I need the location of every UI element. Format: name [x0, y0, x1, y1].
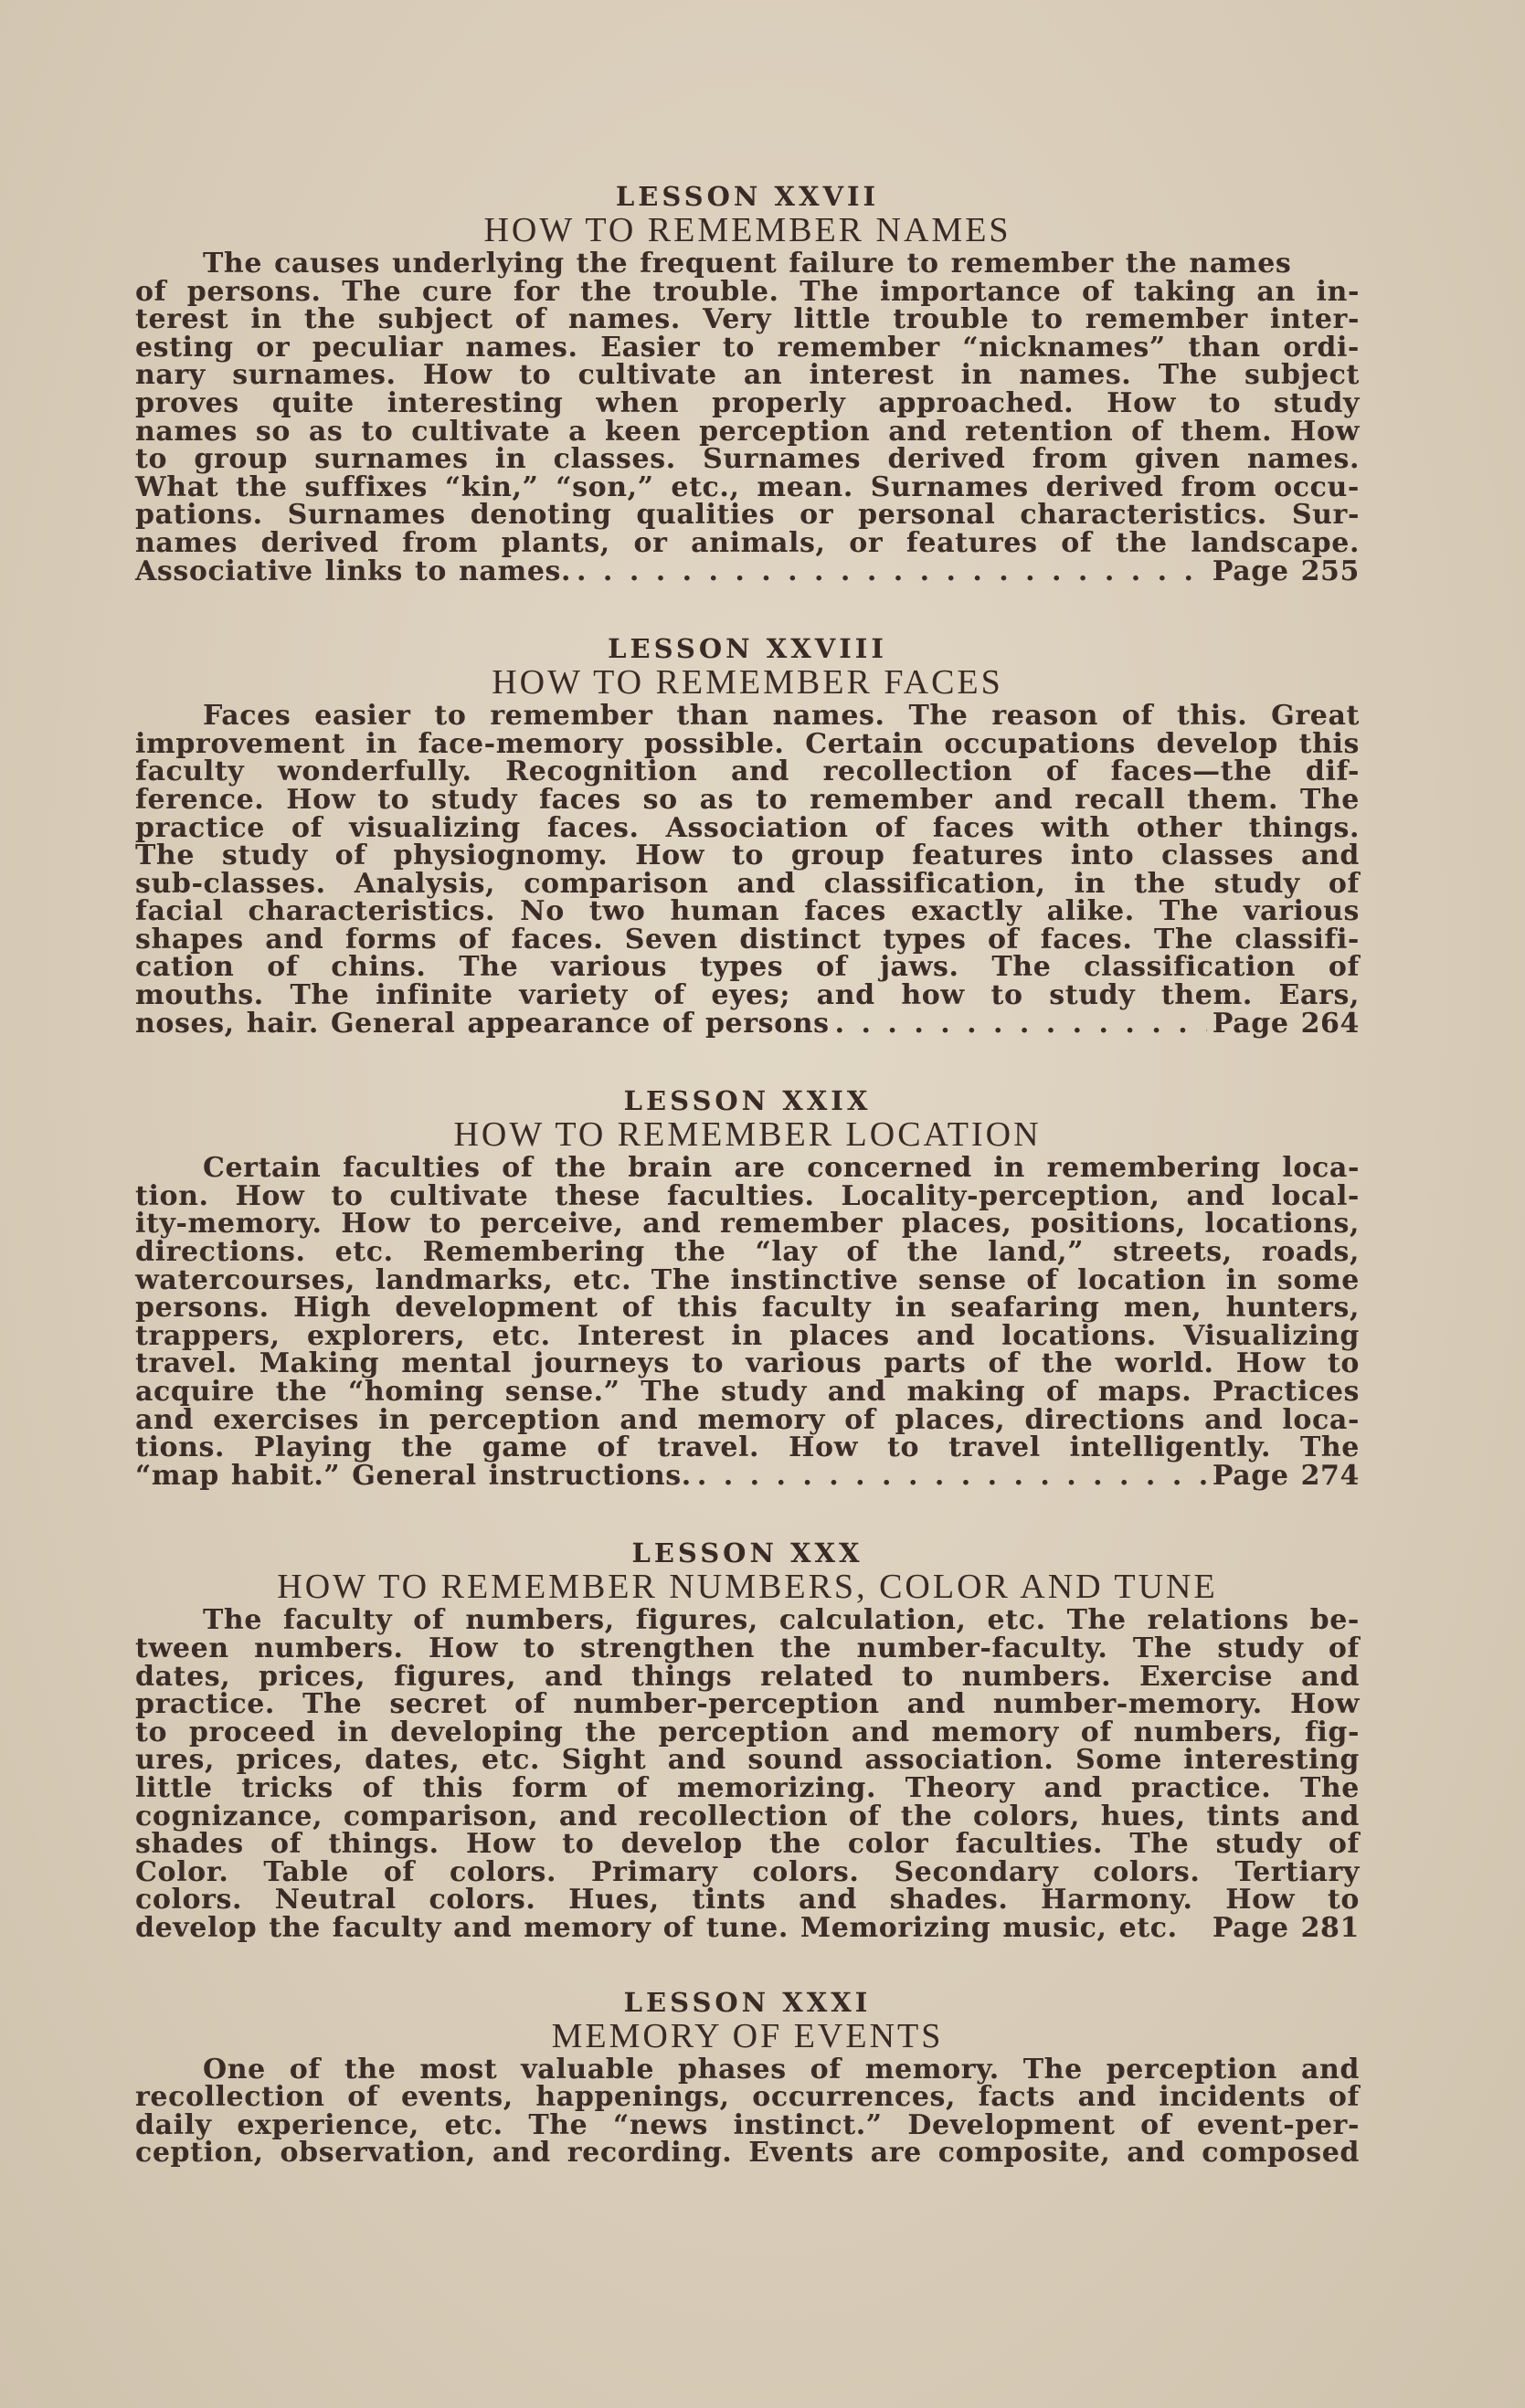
table-of-contents-page: [135, 181, 1360, 2168]
page-number: Page 264: [1212, 1007, 1360, 1040]
page-reference-line: [135, 1911, 1360, 1944]
summary-line: mouths. The infinite variety of eyes; and how to study them. Ears,: [135, 979, 1360, 1012]
summary-line: noses, hair. General appearance of persons: [135, 1007, 830, 1040]
lesson-summary: [135, 1152, 1360, 1492]
page-number: Page 281: [1212, 1911, 1360, 1944]
summary-line: tion. How to cultivate these faculties. Locality-perception, and local-: [135, 1179, 1360, 1212]
lesson-number: LESSON XXVII: [615, 181, 880, 212]
summary-line: practice of visualizing faces. Association of faces with other things.: [135, 811, 1360, 844]
summary-line: ference. How to study faces so as to remember and recall them. The: [135, 783, 1360, 816]
lesson-section: [135, 1537, 1360, 1942]
lesson-summary: [135, 2053, 1360, 2170]
summary-line: directions. etc. Remembering the “lay of the land,” streets, roads,: [135, 1236, 1360, 1269]
summary-line: ures, prices, dates, etc. Sight and sound association. Some interesting: [135, 1744, 1360, 1777]
lesson-title: HOW TO REMEMBER FACES: [492, 663, 1003, 702]
summary-line: tween numbers. How to strengthen the number-faculty. The study of: [135, 1632, 1360, 1664]
page-number: Page 255: [1212, 554, 1360, 587]
lesson-section: [135, 633, 1360, 1038]
summary-line: faculty wonderfully. Recognition and recollection of faces—the dif-: [135, 755, 1360, 788]
summary-line: watercourses, landmarks, etc. The instinctive sense of location in some: [135, 1263, 1360, 1296]
lesson-summary: [135, 250, 1360, 586]
summary-line: facial characteristics. No two human faces exactly alike. The various: [135, 895, 1360, 928]
summary-line: of persons. The cure for the trouble. The importance of taking an in-: [135, 275, 1360, 308]
summary-line: pations. Surnames denoting qualities or personal characteristics. Sur-: [135, 499, 1360, 532]
page-number: Page 274: [1212, 1459, 1360, 1492]
lesson-number: LESSON XXIX: [623, 1085, 872, 1117]
summary-line: colors. Neutral colors. Hues, tints and shades. Harmony. How to: [135, 1884, 1360, 1917]
summary-line: terest in the subject of names. Very little trouble to remember inter-: [135, 303, 1360, 336]
summary-line: dates, prices, figures, and things related to numbers. Exercise and: [135, 1660, 1360, 1693]
summary-line: The faculty of numbers, figures, calculation, etc. The relations be-: [203, 1604, 1360, 1637]
lesson-section: [135, 1987, 1360, 2168]
summary-line: One of the most valuable phases of memory. The perception and: [203, 2053, 1360, 2086]
page-reference-line: [135, 554, 1360, 587]
summary-line: The causes underlying the frequent failure to remember the names: [203, 248, 1292, 280]
summary-line: The study of physiognomy. How to group features into classes and: [135, 840, 1360, 872]
lesson-title: MEMORY OF EVENTS: [551, 2016, 944, 2055]
summary-line: trappers, explorers, etc. Interest in places and locations. Visualizing: [135, 1319, 1360, 1352]
summary-line: Associative links to names.: [135, 554, 572, 587]
summary-line: “map habit.” General instructions.: [135, 1459, 692, 1492]
dot-leader: [835, 1010, 1207, 1039]
summary-line: tions. Playing the game of travel. How to travel intelligently. The: [135, 1431, 1360, 1464]
summary-line: proves quite interesting when properly approached. How to study: [135, 386, 1360, 419]
summary-line: Color. Table of colors. Primary colors. Secondary colors. Tertiary: [135, 1855, 1360, 1888]
summary-line: shapes and forms of faces. Seven distinct types of faces. The classifi-: [135, 923, 1360, 956]
summary-line: Certain faculties of the brain are concerned in remembering loca-: [203, 1152, 1360, 1185]
lesson-number: LESSON XXXI: [623, 1986, 872, 2018]
lesson-section: [135, 181, 1360, 586]
summary-line: improvement in face-memory possible. Certain occupations develop this: [135, 727, 1360, 760]
summary-line: and exercises in perception and memory of places, directions and loca-: [135, 1403, 1360, 1436]
summary-line: to group surnames in classes. Surnames derived from given names.: [135, 443, 1360, 476]
summary-line: to proceed in developing the perception and memory of numbers, fig-: [135, 1716, 1360, 1748]
summary-line: cation of chins. The various types of jaws. The classification of: [135, 951, 1360, 984]
summary-line: recollection of events, happenings, occurrences, facts and incidents of: [135, 2081, 1360, 2114]
summary-line: esting or peculiar names. Easier to remember “nicknames” than ordi-: [135, 331, 1360, 364]
summary-line: ity-memory. How to perceive, and remember places, positions, locations,: [135, 1208, 1360, 1241]
summary-line: nary surnames. How to cultivate an interest in names. The subject: [135, 359, 1360, 392]
summary-line: names so as to cultivate a keen perception and retention of them. How: [135, 415, 1360, 448]
summary-line: travel. Making mental journeys to various parts of the world. How to: [135, 1347, 1360, 1380]
summary-line: Faces easier to remember than names. The reason of this. Great: [203, 700, 1360, 733]
summary-line: cognizance, comparison, and recollection of the colors, hues, tints and: [135, 1800, 1360, 1832]
lesson-section: [135, 1085, 1360, 1490]
page-reference-line: [135, 1007, 1360, 1040]
lesson-title: HOW TO REMEMBER NAMES: [483, 211, 1011, 249]
summary-line: persons. High development of this faculty in seafaring men, hunters,: [135, 1292, 1360, 1325]
summary-line: ception, observation, and recording. Events are composite, and composed: [135, 2137, 1360, 2170]
dot-leader: [697, 1463, 1207, 1491]
summary-line: shades of things. How to develop the color faculties. The study of: [135, 1828, 1360, 1861]
lesson-title: HOW TO REMEMBER NUMBERS, COLOR AND TUNE: [277, 1568, 1218, 1607]
lesson-summary: [135, 702, 1360, 1038]
lesson-title: HOW TO REMEMBER LOCATION: [453, 1115, 1042, 1155]
page-reference-line: [135, 1459, 1360, 1492]
dot-leader: [577, 558, 1207, 586]
summary-line: What the suffixes “kin,” “son,” etc., mean. Surnames derived from occu-: [135, 470, 1360, 503]
summary-line: practice. The secret of number-perception and number-memory. How: [135, 1688, 1360, 1721]
summary-line: develop the faculty and memory of tune. Memorizing music, etc.: [135, 1911, 1178, 1944]
lesson-summary: [135, 1604, 1360, 1944]
summary-line: sub-classes. Analysis, comparison and classification, in the study of: [135, 867, 1360, 900]
summary-line: acquire the “homing sense.” The study and making of maps. Practices: [135, 1376, 1360, 1408]
summary-line: daily experience, etc. The “news instinct.” Development of event-per-: [135, 2108, 1360, 2141]
lesson-number: LESSON XXX: [631, 1537, 863, 1569]
lesson-number: LESSON XXVIII: [608, 633, 887, 665]
summary-line: names derived from plants, or animals, or features of the landscape.: [135, 526, 1360, 559]
summary-line: little tricks of this form of memorizing. Theory and practice. The: [135, 1771, 1360, 1804]
